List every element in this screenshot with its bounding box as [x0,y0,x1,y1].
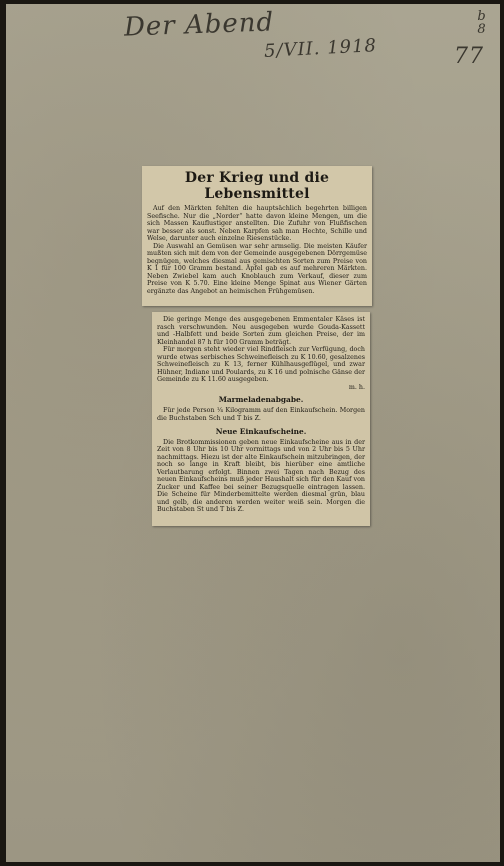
subheading-ration-cards: Neue Einkaufscheine. [215,426,307,436]
handwritten-code-line-2: 8 [477,22,487,37]
article-paragraph-cheese: Die geringe Menge des ausgegebenen Emmentaler Käses ist rasch verschwunden. Neu ausgegeben wurde Gouda-Kassett und -Halbfett und beide Sorten zum gleichen Preise, der im Kleinhandel 87 h für 100 Gramm beträgt. [157,316,365,346]
article-paragraph-vegetables: Die Auswahl an Gemüsen war sehr armselig. Die meisten Käufer mußten sich mit dem von der Gemeinde ausgegebenen Dörrgemüse begnügen, welches diesmal aus gemischten Sorten zum Preise von K 1 für 100 Gramm bestand. Äpfel gab es auf mehreren Märkten. Neben Zwiebel kam auch Knoblauch zum Verkauf, dieser zum Preise von K 5.70. Eine kleine Menge Spinat aus Wiener Gärten ergänzte das Angebot an heimischen Frühgemüsen. [147,242,367,296]
article-signature: m. h. [348,383,365,391]
newspaper-clipping-bottom [152,312,370,526]
archive-sheet [6,4,500,862]
handwritten-code [474,10,490,36]
article-paragraph-fish: Auf den Märkten fehlten die hauptsächlich begehrten billigen Seefische. Nur die „Norder“ hatte davon kleine Mengen, um die sich Massen Kauflustiger anstellten. Die Zufuhr von Flußfischen war besser als sonst. Neben Karpfen sah man Hechte, Schille und Welse, darunter auch einzelne Riesenstücke. [147,205,367,243]
handwritten-number: 77 [454,44,484,69]
article-paragraph-ration-cards: Die Brotkommissionen geben neue Einkaufscheine aus in der Zeit von 8 Uhr bis 10 Uhr vormittags und von 2 Uhr bis 5 Uhr nachmittags. Hiezu ist der alte Einkaufschein mitzubringen, der noch so lange in Kraft bleibt, bis hierüber eine amtliche Verlautbarung erfolgt. Binnen zwei Tagen nach Bezug des neuen Einkaufscheins muß jeder Haushalt sich für den Kauf von Zucker und Kaffee bei seiner Bezugsquelle eintragen lassen. Die Scheine für Minderbemittelte werden diesmal grün, blau und gelb, die anderen werden weiter weiß sein. Morgen die Buchstaben St und T bis Z. [157,438,365,514]
article-paragraph-meat: Für morgen steht wieder viel Rindfleisch zur Verfügung, doch wurde etwas serbisches Schweinefleisch zu K 10.60, gesalzenes Schweinefleisch zu K 13, ferner Kühlhausgeflügel, und zwar Hühner, Indiane und Poulards, zu K 16 und polnische Gänse der Gemeinde zu K 11.60 ausgegeben. [157,346,365,384]
clipping-headline: Der Krieg und die Lebensmittel [184,170,330,202]
handwritten-date: 5/VII. 1918 [263,35,378,62]
handwritten-code-line-1: b [477,9,487,24]
article-paragraph-marmalade: Für jede Person ¼ Kilogramm auf den Einkaufschein. Morgen die Buchstaben Sch und T bis Z. [157,407,365,423]
handwritten-title: Der Abend [123,7,275,43]
newspaper-clipping-top [142,166,372,306]
subheading-marmalade: Marmeladenabgabe. [218,395,304,405]
